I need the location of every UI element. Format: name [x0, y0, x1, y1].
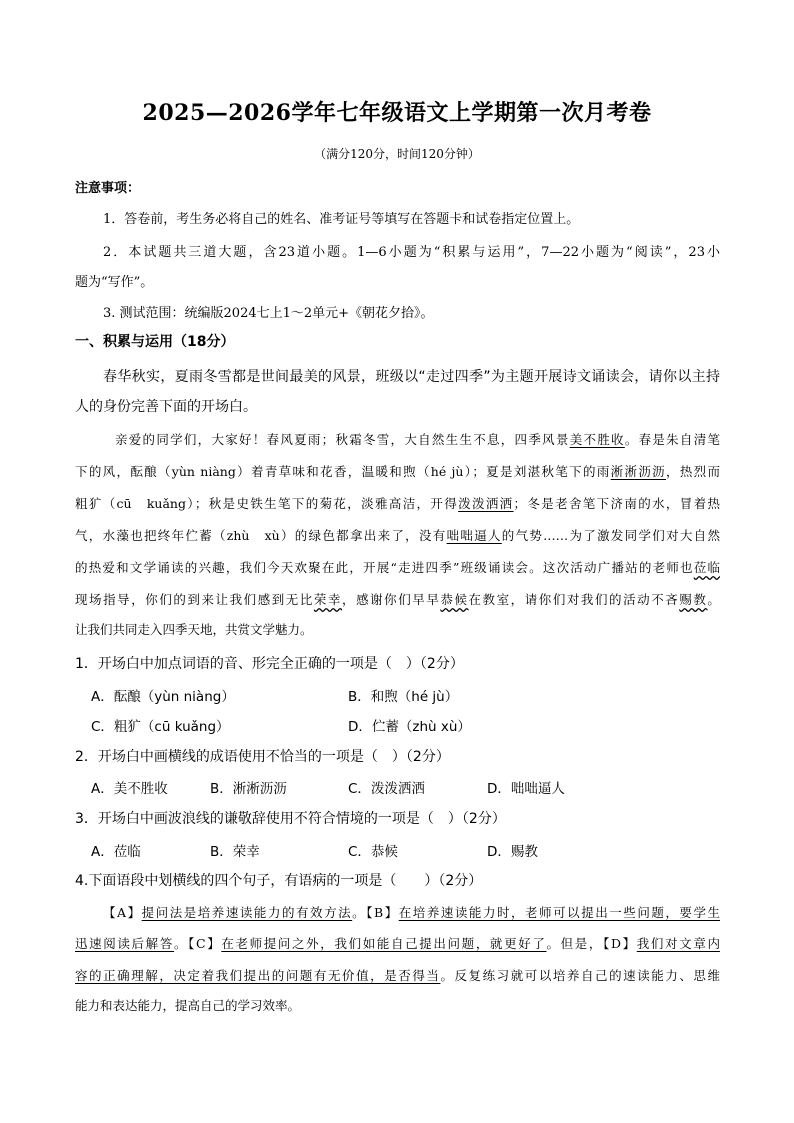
- section-intro-cont: 人的身份完善下面的开场白。: [75, 399, 257, 415]
- passage-line: 的热爱和文学诵读的兴趣，我们今天欢聚在此，开展“走进四季”班级诵读会。这次活动广播站的老师也莅临: [75, 560, 720, 575]
- question-1-option-a: A．酝酿（yùn niàng）: [91, 689, 235, 705]
- sentence-d: 我们对文章内: [636, 936, 720, 951]
- question-2-option-d: D．咄咄逼人: [487, 781, 565, 797]
- question-4-stem: 4.下面语段中划横线的四个句子，有语病的一项是（ ）（2分）: [75, 873, 483, 889]
- sentence-b-cont: 迅速阅读后解答: [75, 936, 174, 951]
- question-1-option-c: C．粗犷（cū kuǎng）: [91, 719, 230, 735]
- question-2-stem: 2．开场白中画横线的成语使用不恰当的一项是（ ）（2分）: [75, 749, 450, 765]
- sentence-b: 在培养速读能力时，老师可以提出一些问题，要学生: [398, 905, 720, 920]
- question-4-paragraph-line: 迅速阅读后解答。【C】在老师提问之外，我们如能自己提出问题，就更好了。但是，【D】我们对文章内: [75, 936, 720, 951]
- passage-line: 下的风，酝酿（yùn niàng）着青草味和花香，温暖和煦（hé jù）；夏是刘湛秋笔下的雨淅淅沥沥，热烈而: [75, 464, 720, 479]
- question-3-option-c: C．恭候: [348, 844, 398, 860]
- idiom-underlined: 泼泼洒洒: [458, 496, 514, 511]
- question-4-paragraph-line: 容的正确理解，决定着我们提出的问题有无价值，是否得当。反复练习就可以培养自己的速读能力、思维: [75, 968, 720, 983]
- question-4-paragraph-line: 【A】提问法是培养速读能力的有效方法。【B】在培养速读能力时，老师可以提出一些问题，要学生: [103, 905, 720, 920]
- sentence-d-cont: 容的正确理解，决定着我们提出的问题有无价值，是否得当: [75, 968, 441, 983]
- section-heading: 一、积累与运用（18分）: [75, 334, 235, 350]
- question-1-option-b: B．和煦（hé jù）: [348, 689, 459, 705]
- honorific-wavy: 莅临: [693, 560, 720, 575]
- idiom-underlined: 美不胜收: [569, 432, 625, 447]
- sentence-c: 在老师提问之外，我们如能自己提出问题，就更好了: [221, 936, 547, 951]
- notice-item-3: 3. 测试范围：统编版2024七上1～2单元+《朝花夕拾》。: [103, 306, 434, 321]
- question-1-stem: 1．开场白中加点词语的音、形完全正确的一项是（ ）（2分）: [75, 656, 464, 672]
- question-4-paragraph-line: 能力和表达能力，提高自己的学习效率。: [75, 998, 301, 1013]
- passage-line: 让我们共同走入四季天地，共赏文学魅力。: [75, 622, 313, 637]
- section-intro: 春华秋实，夏雨冬雪都是世间最美的风景，班级以“走过四季”为主题开展诗文诵读会，请你以主持: [103, 369, 720, 385]
- passage-line: 现场指导，你们的到来让我们感到无比荣幸，感谢你们早早恭候在教室，请你们对我们的活动不吝赐教。: [75, 592, 720, 607]
- passage-line: 亲爱的同学们，大家好！春风夏雨；秋霜冬雪，大自然生生不息，四季风景美不胜收。春是朱自清笔: [115, 432, 720, 447]
- question-3-stem: 3．开场白中画波浪线的谦敬辞使用不符合情境的一项是（ ）（2分）: [75, 811, 506, 827]
- honorific-wavy: 荣幸: [313, 592, 343, 607]
- notice-heading: 注意事项：: [75, 181, 141, 196]
- question-3-option-d: D．赐教: [487, 844, 538, 860]
- sentence-a: 提问法是培养速读能力的有效方法: [141, 905, 353, 920]
- question-3-option-b: B．荣幸: [210, 844, 260, 860]
- notice-item-1: 1．答卷前，考生务必将自己的姓名、准考证号等填写在答题卡和试卷指定位置上。: [103, 212, 580, 227]
- passage-line: 气，水藻也把终年伫蓄（zhù xù）的绿色都拿出来了，没有咄咄逼人的气势……为了激发同学们对大自然: [75, 528, 720, 543]
- honorific-wavy: 赐教: [679, 592, 708, 607]
- question-3-option-a: A．莅临: [91, 844, 141, 860]
- notice-item-2-cont: 题为“写作”。: [75, 275, 154, 290]
- honorific-wavy: 恭候: [440, 592, 469, 607]
- page-title: 2025—2026学年七年级语文上学期第一次月考卷: [142, 100, 652, 126]
- idiom-underlined: 淅淅沥沥: [610, 464, 666, 479]
- notice-item-2: 2．本试题共三道大题，含23道小题。1—6小题为“积累与运用”，7—22小题为“阅读”，23小: [103, 245, 720, 260]
- question-2-option-a: A．美不胜收: [91, 781, 168, 797]
- idiom-underlined: 咄咄逼人: [446, 528, 502, 543]
- passage-line: 粗犷（cū kuǎng）；秋是史铁生笔下的菊花，淡雅高洁，开得泼泼洒洒；冬是老舍笔下济南的水，冒着热: [75, 496, 720, 511]
- question-1-option-d: D．伫蓄（zhù xù）: [348, 719, 471, 735]
- page-subtitle: （满分120分，时间120分钟）: [314, 147, 480, 161]
- question-2-option-c: C．泼泼洒洒: [348, 781, 425, 797]
- question-2-option-b: B．淅淅沥沥: [210, 781, 287, 797]
